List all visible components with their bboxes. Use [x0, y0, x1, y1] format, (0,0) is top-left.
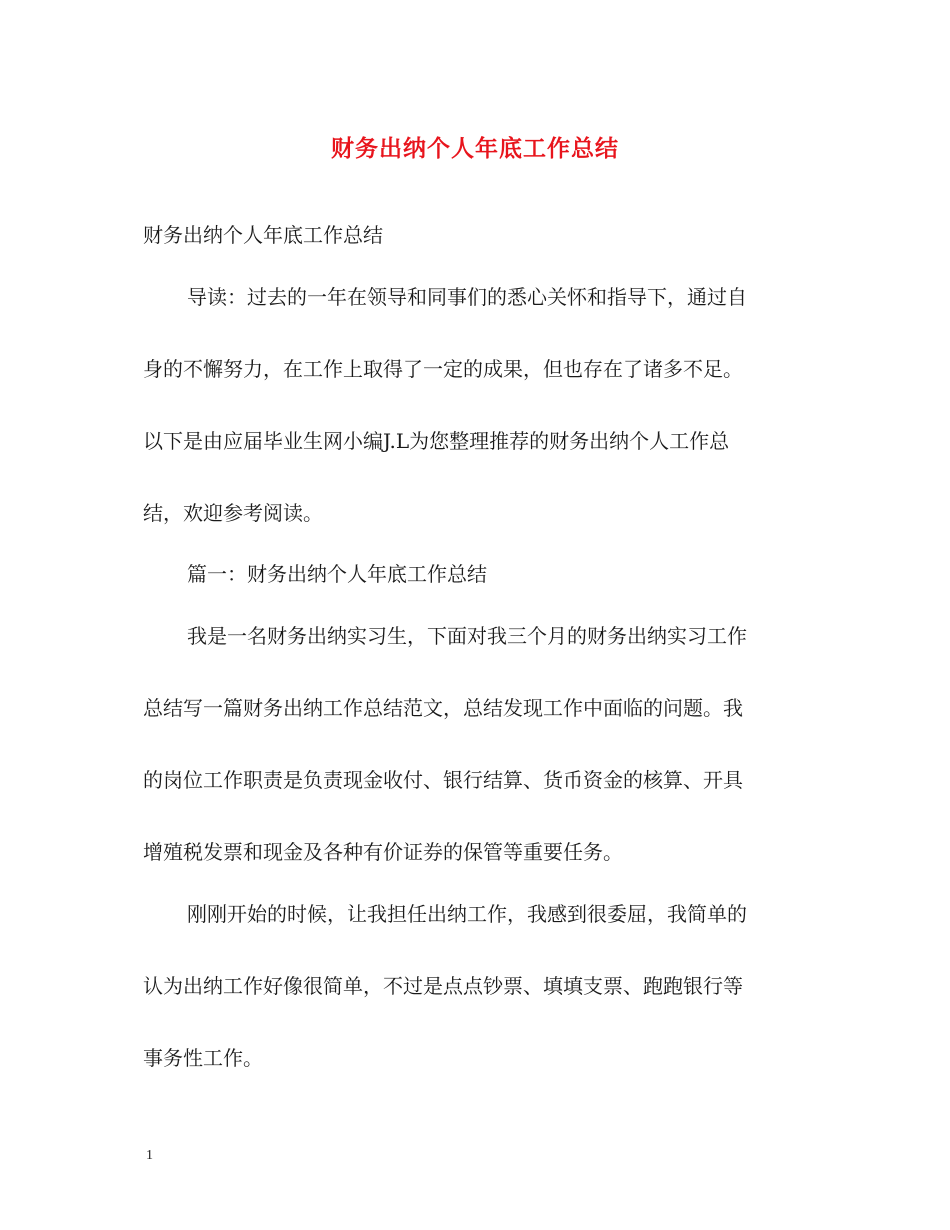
page-number: 1	[146, 1148, 153, 1163]
paragraph-line: 以下是由应届毕业生网小编J.L为您整理推荐的财务出纳个人工作总	[143, 429, 730, 453]
document-subtitle: 财务出纳个人年底工作总结	[143, 223, 383, 247]
paragraph-line: 认为出纳工作好像很简单，不过是点点钞票、填填支票、跑跑银行等	[143, 974, 743, 998]
paragraph-line: 增殖税发票和现金及各种有价证券的保管等重要任务。	[143, 840, 623, 864]
paragraph-line: 事务性工作。	[143, 1046, 263, 1070]
paragraph-line: 身的不懈努力，在工作上取得了一定的成果，但也存在了诸多不足。	[143, 357, 743, 381]
paragraph-line: 总结写一篇财务出纳工作总结范文，总结发现工作中面临的问题。我	[143, 696, 743, 720]
section-heading: 篇一：财务出纳个人年底工作总结	[187, 562, 487, 586]
document-title: 财务出纳个人年底工作总结	[331, 135, 619, 162]
paragraph-line: 的岗位工作职责是负责现金收付、银行结算、货币资金的核算、开具	[143, 768, 743, 792]
paragraph-line: 刚刚开始的时候，让我担任出纳工作，我感到很委屈，我简单的	[187, 902, 747, 926]
paragraph-line: 导读：过去的一年在领导和同事们的悉心关怀和指导下，通过自	[187, 285, 747, 309]
paragraph-line: 结，欢迎参考阅读。	[143, 501, 323, 525]
paragraph-line: 我是一名财务出纳实习生，下面对我三个月的财务出纳实习工作	[187, 624, 747, 648]
